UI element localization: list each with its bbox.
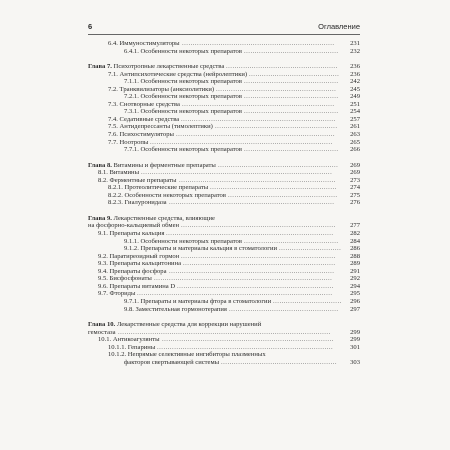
toc-entry-label bbox=[98, 260, 181, 268]
toc-entry-text: Лекарственные средства, влияющие bbox=[111, 214, 215, 222]
toc-entry-text: 7.2. Транквилизаторы (анксиолитики) bbox=[108, 85, 215, 93]
toc-entry-text: на фосфорно-кальциевый обмен bbox=[88, 222, 180, 230]
toc-page-number: 286 bbox=[350, 245, 360, 253]
leader-dots: ................................................... bbox=[228, 191, 338, 199]
toc-entry bbox=[88, 268, 360, 276]
toc-entry-label bbox=[108, 123, 213, 131]
toc-page-number: 257 bbox=[350, 115, 360, 123]
leader-dots: .................................................... bbox=[226, 63, 338, 71]
toc-entry-text: 7.7. Ноотропы bbox=[108, 138, 149, 146]
toc-page-number: 263 bbox=[350, 131, 360, 139]
toc-entry-text: гемостаза bbox=[88, 328, 116, 336]
toc-chapter-entry bbox=[88, 63, 360, 71]
toc-entry-text: 7.5. Антидепрессанты (тимолептики) bbox=[108, 123, 213, 131]
leader-dots: ............................................ bbox=[244, 78, 339, 86]
toc-page-number: 301 bbox=[350, 343, 360, 351]
toc-entry-label bbox=[108, 351, 266, 359]
toc-entry-label bbox=[88, 222, 179, 230]
toc-page-number: 303 bbox=[350, 358, 360, 366]
toc-entry-label bbox=[108, 199, 167, 207]
toc-entry-label bbox=[124, 108, 242, 116]
toc-entry bbox=[88, 116, 360, 124]
toc-chapter-entry bbox=[88, 321, 360, 329]
toc-entry-label bbox=[98, 268, 167, 276]
table-of-contents bbox=[88, 40, 360, 366]
toc-entry-text: 8.1. Витамины bbox=[98, 169, 140, 177]
toc-entry-label bbox=[98, 336, 160, 344]
toc-entry-text: 9.7. Фториды bbox=[98, 290, 136, 298]
toc-entry bbox=[88, 351, 360, 359]
chapter-number: Глава 10. bbox=[88, 321, 116, 329]
toc-entry bbox=[88, 283, 360, 291]
toc-entry-label bbox=[124, 78, 242, 86]
leader-dots: .................................................................................. bbox=[157, 343, 334, 351]
toc-page-number: 236 bbox=[350, 70, 360, 78]
toc-entry-label bbox=[88, 329, 116, 337]
toc-page-number: 269 bbox=[350, 169, 360, 177]
toc-entry bbox=[88, 238, 360, 246]
chapter-number: Глава 7. bbox=[88, 63, 112, 71]
toc-entry bbox=[88, 230, 360, 238]
toc-page-number: 289 bbox=[350, 260, 360, 268]
chapter-number: Глава 8. bbox=[88, 161, 112, 169]
toc-entry bbox=[88, 329, 360, 337]
toc-entry-text: 8.2.2. Особенности некоторых препаратов bbox=[108, 191, 226, 199]
toc-page-number: 274 bbox=[350, 184, 360, 192]
toc-entry-label bbox=[108, 40, 180, 48]
toc-entry-label bbox=[124, 48, 242, 56]
toc-entry-label bbox=[108, 192, 226, 200]
toc-page-number: 232 bbox=[350, 47, 360, 55]
toc-entry-label bbox=[124, 238, 242, 246]
toc-page-number: 245 bbox=[350, 85, 360, 93]
toc-gap bbox=[88, 55, 360, 63]
leader-dots: ........................................................ bbox=[218, 161, 339, 169]
leader-dots: ................................................................................ bbox=[162, 336, 334, 344]
leader-dots: .......................................................................... bbox=[176, 131, 335, 139]
leader-dots: ............................................ bbox=[244, 108, 339, 116]
toc-entry-label bbox=[98, 253, 179, 261]
toc-page-number: 291 bbox=[350, 267, 360, 275]
toc-page-number: 275 bbox=[350, 191, 360, 199]
toc-entry-text: 9.1. Препараты кальция bbox=[98, 230, 165, 238]
toc-entry-label bbox=[88, 162, 216, 170]
toc-entry-text: 9.4. Препараты фосфора bbox=[98, 267, 167, 275]
toc-entry-text: 8.2.1. Протеолитические препараты bbox=[108, 184, 209, 192]
toc-entry-text: 9.7.1. Препараты и материалы фтора в стоматологии bbox=[124, 297, 272, 305]
toc-entry-text: 9.5. Бисфосфонаты bbox=[98, 275, 152, 283]
leader-dots: ....................................................................... bbox=[182, 40, 335, 47]
page-number: 6 bbox=[88, 22, 93, 31]
leader-dots: ............................................ bbox=[244, 146, 339, 154]
leader-dots: ........................................................................ bbox=[181, 252, 336, 260]
leader-dots: ................................................................................... bbox=[154, 275, 333, 283]
toc-page-number: 254 bbox=[350, 108, 360, 116]
leader-dots: ............................................ bbox=[244, 237, 339, 245]
toc-entry-label bbox=[108, 344, 155, 352]
toc-entry-text: 7.1. Антипсихотические средства (нейролептики) bbox=[108, 70, 248, 78]
leader-dots: ....................................................................... bbox=[182, 100, 335, 108]
running-title: Оглавление bbox=[318, 22, 360, 31]
toc-entry-text: 7.7.1. Особенности некоторых препаратов bbox=[124, 146, 242, 154]
toc-entry-text: факторов свертывающей системы bbox=[124, 358, 220, 366]
toc-entry-text: Психотропные лекарственные средства bbox=[111, 63, 225, 71]
toc-entry-label bbox=[108, 101, 180, 109]
toc-entry bbox=[88, 48, 360, 56]
toc-entry bbox=[88, 260, 360, 268]
toc-entry-text: 9.3. Препараты кальцитонина bbox=[98, 260, 182, 268]
toc-entry bbox=[88, 169, 360, 177]
toc-entry bbox=[88, 40, 360, 48]
leader-dots: ........................................................ bbox=[216, 85, 337, 93]
leader-dots: ............................................................................. bbox=[169, 267, 335, 275]
toc-entry bbox=[88, 275, 360, 283]
toc-entry-text: 7.6. Психостимуляторы bbox=[108, 131, 174, 139]
toc-entry bbox=[88, 101, 360, 109]
toc-entry-label bbox=[98, 290, 135, 298]
leader-dots: .......................................... bbox=[249, 70, 340, 78]
toc-entry-label bbox=[124, 245, 277, 253]
toc-entry bbox=[88, 336, 360, 344]
toc-entry-label bbox=[124, 93, 242, 101]
toc-entry-label bbox=[108, 71, 247, 79]
chapter-number: Глава 9. bbox=[88, 214, 112, 222]
toc-entry bbox=[88, 344, 360, 352]
toc-entry-text: 9.1.1. Особенности некоторых препаратов bbox=[124, 237, 242, 245]
toc-entry bbox=[88, 359, 360, 367]
toc-gap bbox=[88, 313, 360, 321]
toc-page-number: 296 bbox=[350, 297, 360, 305]
leader-dots: ........................................................................ bbox=[181, 222, 336, 230]
toc-entry-text: 7.2.1. Особенности некоторых препаратов bbox=[124, 93, 242, 101]
toc-page-number: 236 bbox=[350, 63, 360, 71]
toc-entry bbox=[88, 298, 360, 306]
toc-page-number: 276 bbox=[350, 199, 360, 207]
toc-entry-label bbox=[108, 116, 179, 124]
leader-dots: ................................................... bbox=[229, 305, 339, 313]
toc-entry bbox=[88, 306, 360, 314]
leader-dots: ............................. bbox=[279, 245, 342, 253]
toc-entry-label bbox=[124, 298, 271, 306]
toc-page-number: 242 bbox=[350, 78, 360, 86]
toc-page-number: 292 bbox=[350, 275, 360, 283]
leader-dots: ......................................................................................... bbox=[141, 169, 333, 177]
leader-dots: ................................ bbox=[273, 297, 342, 305]
toc-entry-text: 9.8. Заместительная гормонотерапия bbox=[124, 305, 227, 313]
toc-entry-text: 10.1.1. Гепарины bbox=[108, 343, 156, 351]
leader-dots: ........................................................................ bbox=[181, 115, 336, 123]
leader-dots: ........................................................... bbox=[210, 184, 337, 192]
toc-chapter-entry bbox=[88, 215, 360, 223]
toc-entry bbox=[88, 71, 360, 79]
leader-dots: .............................................................................. bbox=[166, 230, 334, 238]
toc-page-number: 277 bbox=[350, 222, 360, 230]
toc-entry-text: 9.6. Препараты витамина D bbox=[98, 282, 176, 290]
leader-dots: ......................................................................... bbox=[177, 282, 334, 290]
toc-entry-label bbox=[98, 169, 139, 177]
toc-entry-label bbox=[98, 275, 152, 283]
toc-entry-text: 6.4. Иммуностимуляторы bbox=[108, 40, 180, 47]
toc-entry-text: Лекарственные средства для коррекции нарушений bbox=[115, 321, 262, 329]
toc-entry bbox=[88, 86, 360, 94]
toc-entry-text: 7.1.1. Особенности некоторых препаратов bbox=[124, 78, 242, 86]
toc-page-number: 273 bbox=[350, 176, 360, 184]
toc-entry bbox=[88, 146, 360, 154]
toc-entry-label bbox=[108, 86, 214, 94]
leader-dots: ......................................................................... bbox=[179, 176, 336, 184]
toc-entry-label bbox=[88, 321, 261, 329]
leader-dots: ..................................................................................... bbox=[150, 138, 333, 146]
leader-dots: ............................................ bbox=[244, 93, 339, 101]
toc-entry-label bbox=[124, 306, 227, 314]
toc-page-number: 249 bbox=[350, 93, 360, 101]
toc-page-number: 261 bbox=[350, 123, 360, 131]
toc-page-number: 282 bbox=[350, 230, 360, 238]
toc-page-number: 294 bbox=[350, 282, 360, 290]
toc-page-number: 266 bbox=[350, 146, 360, 154]
toc-entry-text: 9.2. Паратиреоидный гормон bbox=[98, 252, 180, 260]
toc-entry bbox=[88, 192, 360, 200]
toc-entry-label bbox=[88, 63, 224, 71]
toc-entry bbox=[88, 123, 360, 131]
toc-entry-label bbox=[88, 215, 215, 223]
toc-page-number: 251 bbox=[350, 100, 360, 108]
toc-entry-text: 9.1.2. Препараты и материалы кальция в стоматологии bbox=[124, 245, 278, 253]
leader-dots: ........................................................................................... bbox=[137, 290, 333, 298]
toc-chapter-entry bbox=[88, 162, 360, 170]
toc-page-number: 288 bbox=[350, 252, 360, 260]
toc-entry-text: 7.3. Снотворные средства bbox=[108, 100, 180, 108]
leader-dots: ...................................................... bbox=[221, 358, 338, 366]
toc-entry-text: 10.1. Антикоагулянты bbox=[98, 336, 160, 344]
leader-dots: ....................................................................... bbox=[183, 260, 336, 268]
toc-page-number: 265 bbox=[350, 138, 360, 146]
toc-page-number: 299 bbox=[350, 328, 360, 336]
toc-entry bbox=[88, 222, 360, 230]
toc-entry bbox=[88, 245, 360, 253]
toc-entry-label bbox=[108, 184, 208, 192]
toc-entry-text: 7.4. Седативные средства bbox=[108, 115, 180, 123]
leader-dots: ......................................................... bbox=[215, 123, 338, 131]
toc-entry bbox=[88, 290, 360, 298]
toc-page-number: 269 bbox=[350, 161, 360, 169]
toc-entry bbox=[88, 78, 360, 86]
toc-entry-text: 8.2. Ферментные препараты bbox=[98, 176, 177, 184]
toc-page-number: 284 bbox=[350, 237, 360, 245]
toc-entry-label bbox=[108, 131, 174, 139]
toc-entry-label bbox=[98, 283, 175, 291]
leader-dots: ................................................................................................... bbox=[118, 328, 331, 336]
toc-page-number: 297 bbox=[350, 305, 360, 313]
toc-entry-label bbox=[98, 230, 164, 238]
toc-page-number: 299 bbox=[350, 336, 360, 344]
toc-entry bbox=[88, 131, 360, 139]
toc-entry bbox=[88, 253, 360, 261]
toc-entry bbox=[88, 108, 360, 116]
toc-entry-label bbox=[124, 146, 242, 154]
toc-entry bbox=[88, 93, 360, 101]
toc-entry-label bbox=[124, 359, 219, 367]
toc-entry-text: 8.2.3. Гиалуронидаза bbox=[108, 199, 167, 207]
toc-gap bbox=[88, 207, 360, 215]
toc-entry-text: 6.4.1. Особенности некоторых препаратов bbox=[124, 47, 242, 55]
leader-dots: ............................................................................. bbox=[169, 199, 335, 207]
toc-page-number: 231 bbox=[350, 40, 360, 47]
toc-entry bbox=[88, 199, 360, 207]
leader-dots: ............................................ bbox=[244, 47, 339, 55]
toc-entry-text: 7.3.1. Особенности некоторых препаратов bbox=[124, 108, 242, 116]
toc-gap bbox=[88, 154, 360, 162]
toc-entry bbox=[88, 139, 360, 147]
toc-entry-text: 10.1.2. Непрямые селективные ингибиторы плазменных bbox=[108, 351, 266, 359]
page-header bbox=[88, 22, 360, 35]
toc-page-number: 295 bbox=[350, 290, 360, 298]
toc-entry bbox=[88, 184, 360, 192]
toc-entry bbox=[88, 177, 360, 185]
toc-entry-text: Витамины и ферментные препараты bbox=[111, 161, 216, 169]
toc-entry-label bbox=[108, 139, 148, 147]
toc-entry-label bbox=[98, 177, 177, 185]
